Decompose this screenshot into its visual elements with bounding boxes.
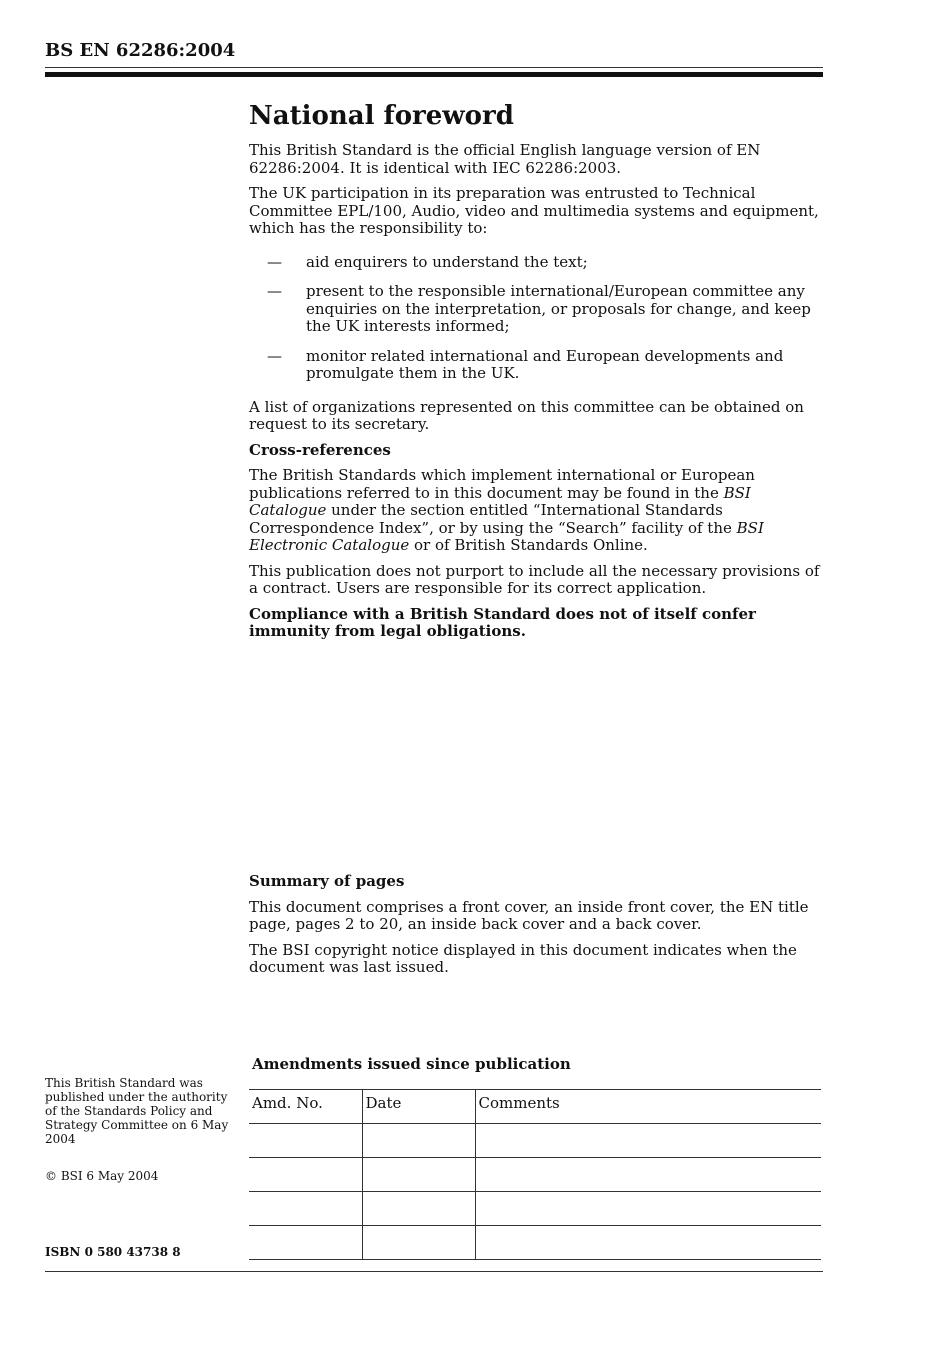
summary-paragraph-1: This document comprises a front cover, an inside front cover, the EN title page, pages 2 to 20, an inside back cover and a back cover. [249,897,809,933]
compliance-statement: Compliance with a British Standard does not of itself confer immunity from legal obligations. [249,604,756,640]
list-item [249,283,824,336]
list-item-text: monitor related international and European developments and promulgate them in the UK. [306,346,784,382]
table-row [249,1124,821,1158]
amendments-title: Amendments issued since publication [252,1055,571,1073]
table-cell [475,1158,821,1192]
table-header-row [249,1090,821,1124]
foreword-section [249,100,824,649]
table-cell [249,1226,362,1260]
column-header-date: Date [362,1090,475,1124]
foreword-paragraph-3: A list of organizations represented on this committee can be obtained on request to its secretary. [249,397,804,433]
table-cell [475,1124,821,1158]
list-item [249,348,824,383]
amendments-table [249,1089,821,1260]
table-cell [362,1158,475,1192]
header-rule-thin [45,67,823,68]
table-cell [475,1226,821,1260]
table-cell [362,1226,475,1260]
table-cell [249,1124,362,1158]
table-cell [362,1192,475,1226]
table-cell [475,1192,821,1226]
summary-heading: Summary of pages [249,872,405,890]
cross-ref-text-1: The British Standards which implement international or European publications referred to in this document may be found in the [249,466,755,502]
table-cell [249,1192,362,1226]
column-header-comments: Comments [475,1090,821,1124]
table-row [249,1158,821,1192]
summary-section [249,873,824,985]
bsi-electronic-catalogue-title: BSI Electronic Catalogue [249,518,764,554]
header-rule-thick [45,72,823,77]
copyright-notice: © BSI 6 May 2004 [45,1169,159,1183]
dash-marker: — [267,252,282,271]
dash-marker: — [267,346,282,365]
foreword-paragraph-2: The UK participation in its preparation was entrusted to Technical Committee EPL/100, Audio, video and multimedia systems and equipment, which has the responsibility to: [249,184,819,237]
table-row [249,1192,821,1226]
table-cell [249,1158,362,1192]
document-id: BS EN 62286:2004 [45,40,236,61]
publication-note: This British Standard was published under the authority of the Standards Policy and Strategy Committee on 6 May 2004 [45,1076,229,1146]
summary-paragraph-2: The BSI copyright notice displayed in this document indicates when the document was last issued. [249,940,797,976]
foreword-paragraph-4: This publication does not purport to include all the necessary provisions of a contract. Users are responsible for its correct application. [249,561,820,597]
bsi-catalogue-title: BSI Catalogue [249,483,751,519]
table-cell [362,1124,475,1158]
list-item-text: present to the responsible international/European committee any enquiries on the interpretation, or proposals for change, and keep the UK interests informed; [306,282,811,335]
foreword-paragraph-1: This British Standard is the official English language version of EN 62286:2004. It is identical with IEC 62286:2003. [249,141,761,177]
list-item [249,254,824,272]
cross-ref-text-2: under the section entitled “International Standards Correspondence Index”, or by using the “Search” facility of the [249,501,737,537]
footer-rule [45,1271,823,1272]
table-row [249,1226,821,1260]
dash-marker: — [267,282,282,300]
page-title: National foreword [249,101,514,131]
isbn: ISBN 0 580 43738 8 [45,1245,181,1259]
cross-ref-text-3: or of British Standards Online. [409,536,648,554]
cross-references-paragraph [249,467,824,555]
responsibility-list [249,254,824,383]
list-item-text: aid enquirers to understand the text; [306,252,588,271]
column-header-amd-no: Amd. No. [249,1090,362,1124]
cross-references-heading: Cross-references [249,440,391,459]
